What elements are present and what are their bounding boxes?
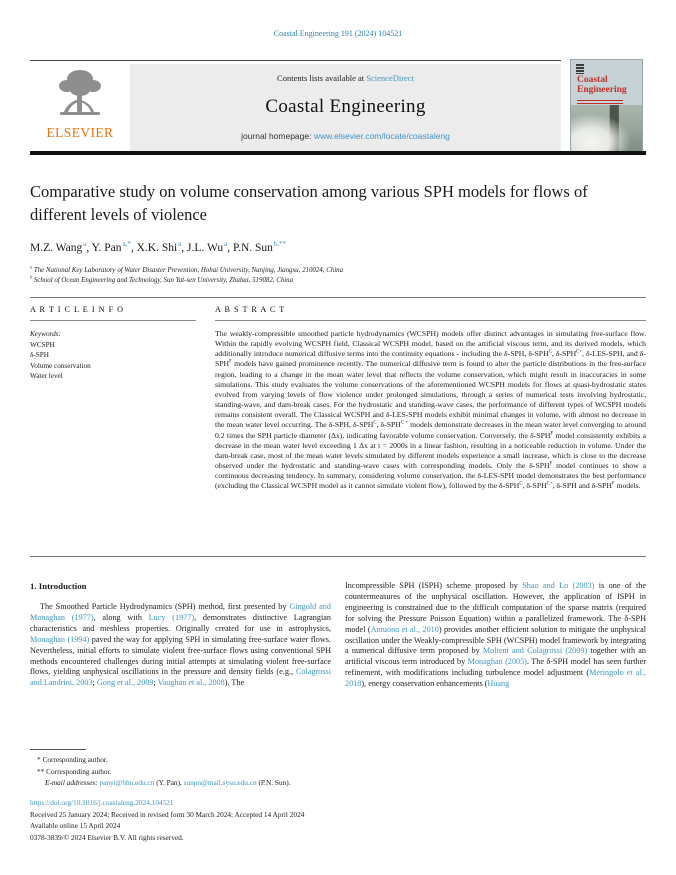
cover-title-line1: Coastal bbox=[577, 75, 608, 85]
text-segment: ; bbox=[92, 678, 97, 688]
text-segment: F bbox=[611, 481, 615, 487]
inline-link[interactable]: sunpn@mail.sysu.edu.cn bbox=[183, 778, 257, 788]
inline-link[interactable]: Gong et al., 2009 bbox=[96, 678, 154, 688]
text-segment: The weakly-compressible smoothed particle hydrodynamics (WCSPH) models offer distinct advantages in simulating free-surface flow. Within the rapidly evolving WCSPH field, Classical WCSPH model, based on the artificial viscous term, and its derived models, which additionally introduce numerical diffusive terms into the continuity equations - including the δ-SPH, δ-SPH bbox=[215, 329, 646, 359]
cover-title bbox=[577, 75, 627, 96]
body-column-left bbox=[30, 581, 331, 689]
keyword-item: WCSPH bbox=[30, 340, 55, 349]
abstract-heading: A B S T R A C T bbox=[215, 305, 286, 314]
rule-above-article-info bbox=[30, 297, 646, 298]
inline-link[interactable]: a bbox=[224, 240, 228, 249]
journal-cover-thumbnail[interactable] bbox=[570, 59, 643, 152]
inline-link[interactable]: Molteni and Colagrossi (2009) bbox=[482, 646, 588, 656]
article-info-heading: A R T I C L E I N F O bbox=[30, 305, 125, 314]
inline-link[interactable]: Gingold and Monaghan (1977) bbox=[30, 602, 331, 622]
text-segment: , δ-SPH bbox=[551, 349, 577, 359]
journal-citation-header[interactable]: Coastal Engineering 191 (2024) 104521 bbox=[273, 29, 403, 38]
inline-link[interactable]: a bbox=[178, 240, 182, 249]
article-info-rule bbox=[30, 320, 196, 321]
text-segment: a bbox=[30, 264, 33, 270]
keywords-list bbox=[30, 340, 196, 382]
text-segment: . The δ-SPH model has seen further refinement, with modifications including turbulence model adjustment ( bbox=[345, 657, 646, 678]
text-segment: E-mail addresses: bbox=[45, 778, 100, 788]
text-segment: together with an artificial viscous term introduced by bbox=[345, 646, 646, 667]
inline-link[interactable]: Meringolo et al., 2018 bbox=[345, 668, 646, 689]
text-segment: , δ-SPH bbox=[376, 420, 401, 430]
text-segment: School of Ocean Engineering and Technology, Sun Yat-sen University, Zhuhai, 519082, China bbox=[32, 277, 294, 284]
text-segment: , Y. Pan bbox=[86, 242, 122, 254]
inline-link[interactable]: Vaughan et al., 2008 bbox=[157, 678, 225, 688]
elsevier-logo-text: ELSEVIER bbox=[46, 125, 114, 140]
intro-paragraph-right bbox=[345, 581, 646, 690]
header-divider-bar bbox=[30, 151, 646, 155]
intro-paragraph-left bbox=[30, 602, 331, 689]
homepage-line bbox=[241, 131, 450, 141]
text-segment: , X.K. Shi bbox=[130, 242, 178, 254]
text-segment: model consistently exhibits a decrease in the mean water level exceeding 1 Δx at t = 2000s in a linear fashion, resulting in a noticeable reduction in volume. Under the dam-break case, most of the mean water levels simulated by different models experience a small increase, which is close to the decrease observed under the hydrostatic and standing-wave cases with corresponding models. Only the δ-SPH bbox=[215, 430, 646, 471]
rule-below-abstract bbox=[30, 556, 646, 557]
inline-link[interactable]: panyi@hhu.edu.cn bbox=[99, 778, 155, 788]
inline-link[interactable]: www.elsevier.com/locate/coastaleng bbox=[313, 131, 450, 141]
text-segment: , J.L. Wu bbox=[181, 242, 224, 254]
text-segment: b bbox=[30, 274, 33, 280]
text-segment: models. bbox=[614, 481, 641, 491]
text-segment: F bbox=[229, 359, 232, 365]
keywords-label: Keywords: bbox=[30, 330, 61, 338]
text-segment: The National Key Laboratory of Water Disaster Prevention, Hohai University, Nanjing, Jiangsu, 210024, China bbox=[32, 267, 344, 274]
text-segment: paved the way for applying SPH in simulating free-surface water flows. Nevertheless, initial efforts to simulate violent free-surface flows using conventional SPH methods encountered challenges during initial attempts at simulating violent free-surface flows, yielding unphysical oscillations in the pressure and density fields (e.g., bbox=[30, 634, 331, 677]
text-segment: C bbox=[373, 420, 377, 426]
text-segment: ; bbox=[153, 678, 158, 688]
text-segment: M.Z. Wang bbox=[30, 242, 83, 254]
article-title: Comparative study on volume conservation among various SPH models for flows of different levels of violence bbox=[30, 182, 588, 224]
inline-link[interactable]: Colagrossi and Landrini, 2003 bbox=[30, 667, 331, 688]
contents-line bbox=[277, 73, 414, 83]
abstract-panel bbox=[215, 305, 646, 492]
affiliations bbox=[30, 266, 642, 286]
keyword-item: Volume conservation bbox=[30, 361, 91, 370]
header-top-rule bbox=[30, 60, 561, 61]
inline-link[interactable]: b,** bbox=[273, 240, 287, 249]
abstract-text bbox=[215, 329, 646, 492]
copyright-line: 0378-3839/© 2024 Elsevier B.V. All rights reserved. bbox=[30, 832, 184, 842]
body-column-right bbox=[345, 581, 646, 690]
footnote-rule bbox=[30, 749, 86, 750]
inline-link[interactable]: Monaghan (2005) bbox=[467, 657, 527, 667]
inline-link[interactable]: a,* bbox=[122, 240, 131, 249]
text-segment: , demonstrates distinctive Lagrangian characteristics and meshless properties. Originally created for use in astrophysics, bbox=[30, 612, 331, 633]
text-segment: C+ bbox=[576, 349, 583, 355]
abstract-rule bbox=[215, 320, 646, 321]
text-segment: Contents lists available at bbox=[277, 73, 367, 83]
text-segment: , δ-SPH and δ-SPH bbox=[552, 481, 612, 491]
text-segment: C bbox=[548, 349, 552, 355]
elsevier-logo[interactable] bbox=[33, 64, 127, 150]
text-segment: , δ-SPH bbox=[522, 481, 547, 491]
text-segment: (Y. Pan), bbox=[154, 778, 184, 788]
inline-link[interactable]: Antuono et al., 2010 bbox=[370, 624, 439, 634]
affiliation-a bbox=[30, 266, 642, 276]
inline-link[interactable]: Shao and Lo (2003) bbox=[522, 581, 595, 590]
text-segment: , δ-LES-SPH, and δ-SPH bbox=[215, 349, 646, 369]
text-segment: F bbox=[550, 431, 554, 436]
text-segment: journal homepage: bbox=[241, 131, 314, 141]
text-segment: C + bbox=[400, 420, 409, 426]
footnote-corresponding-2: ** Corresponding author. bbox=[37, 766, 112, 776]
inline-link[interactable]: ScienceDirect bbox=[366, 73, 414, 83]
elsevier-tree-icon bbox=[53, 66, 107, 124]
affiliation-b bbox=[30, 276, 642, 286]
received-line: Received 25 January 2024; Received in revised form 30 March 2024; Accepted 14 April 2024 bbox=[30, 809, 305, 819]
journal-banner bbox=[130, 64, 561, 151]
text-segment: model continues to show a continuous decreasing tendency. In summary, considering volume conservation, the δ-LES-SPH model demonstrates the best performance (excluding the Classical WCSPH model as it cannot simulate violent flow), followed by the δ-SPH bbox=[215, 461, 646, 491]
footnote-corresponding-1: * Corresponding author. bbox=[37, 755, 108, 764]
cover-title-line2: Engineering bbox=[577, 85, 627, 96]
inline-link[interactable]: Monaghan (1994) bbox=[30, 634, 90, 644]
footnotes-block bbox=[30, 749, 646, 789]
inline-link[interactable]: a bbox=[83, 240, 87, 249]
inline-link[interactable]: Lucy (1977) bbox=[148, 612, 195, 622]
footnote-emails bbox=[30, 777, 646, 789]
text-segment: ), energy conservation enhancements ( bbox=[361, 679, 488, 689]
doi-link[interactable]: https://doi.org/10.1016/j.coastaleng.2024.104521 bbox=[30, 798, 174, 807]
text-segment: , P.N. Sun bbox=[227, 242, 273, 254]
article-info-panel bbox=[30, 305, 196, 382]
keyword-item: δ-SPH bbox=[30, 351, 49, 359]
cover-lighthouse-photo bbox=[571, 105, 642, 151]
text-segment: is one of the countermeasures of the unphysical oscillation. However, the application of ISPH in engineering is constrained due to the difficult computation of the sparse matrix (required for solving the Pressure Poisson Equation) within a parallelized framework. The δ-SPH model ( bbox=[345, 581, 647, 634]
text-segment: The Smoothed Particle Hydrodynamics (SPH) method, first presented by bbox=[40, 602, 290, 611]
available-online-line: Available online 15 April 2024 bbox=[30, 821, 121, 831]
text-segment: models have gained prominence recently. The numerical diffusive term is found to alter the particle distributions in the free-surface region, leading to a change in the mean water level that reflects the volume conservation, which might result in inaccuracies in some simulations. This study evaluates the volume conservations of the aforementioned WCSPH models for flows at quasi-hydrostatic states evolved from varying levels of flow violence under prolonged simulations, through a series of numerical tests involving hydrostatic, standing-wave, and dam-break cases. For the hydrostatic and standing-wave cases, the performance of different types of WCSPH models remains consistent overall. The Classical WCSPH and δ-LES-SPH models exhibit minimal changes in volume, with almost no decrease in the mean water level occurring. The δ-SPH, δ-SPH bbox=[215, 359, 646, 430]
inline-link[interactable]: Huang bbox=[487, 679, 510, 689]
author-line bbox=[30, 242, 642, 254]
keyword-item: Water level bbox=[30, 372, 63, 380]
imprint-block bbox=[30, 797, 646, 843]
journal-title: Coastal Engineering bbox=[265, 96, 426, 117]
text-segment: ). The bbox=[224, 678, 245, 688]
text-segment: models demonstrate decreases in the mean water level converging to around 0.2 times the SPH particle diameter (Δx), indicating favorable volume conservation. Conversely, the δ-SPH bbox=[215, 420, 646, 440]
text-segment: (P.N. Sun). bbox=[256, 778, 291, 788]
text-segment: C bbox=[519, 481, 523, 487]
text-segment: , along with bbox=[93, 612, 149, 622]
text-segment: Incompressible SPH (ISPH) scheme proposed by bbox=[345, 581, 523, 590]
section-heading-introduction: 1. Introduction bbox=[30, 581, 87, 591]
text-segment: ) provides another efficient solution to mitigate the unphysical oscillation under the Weakly-compressible SPH (WCSPH) model framework by integrating a numerical diffusive term proposed by bbox=[345, 624, 646, 656]
text-segment: C+ bbox=[546, 481, 553, 487]
text-segment: F bbox=[549, 461, 553, 467]
cover-barcode bbox=[576, 64, 584, 74]
